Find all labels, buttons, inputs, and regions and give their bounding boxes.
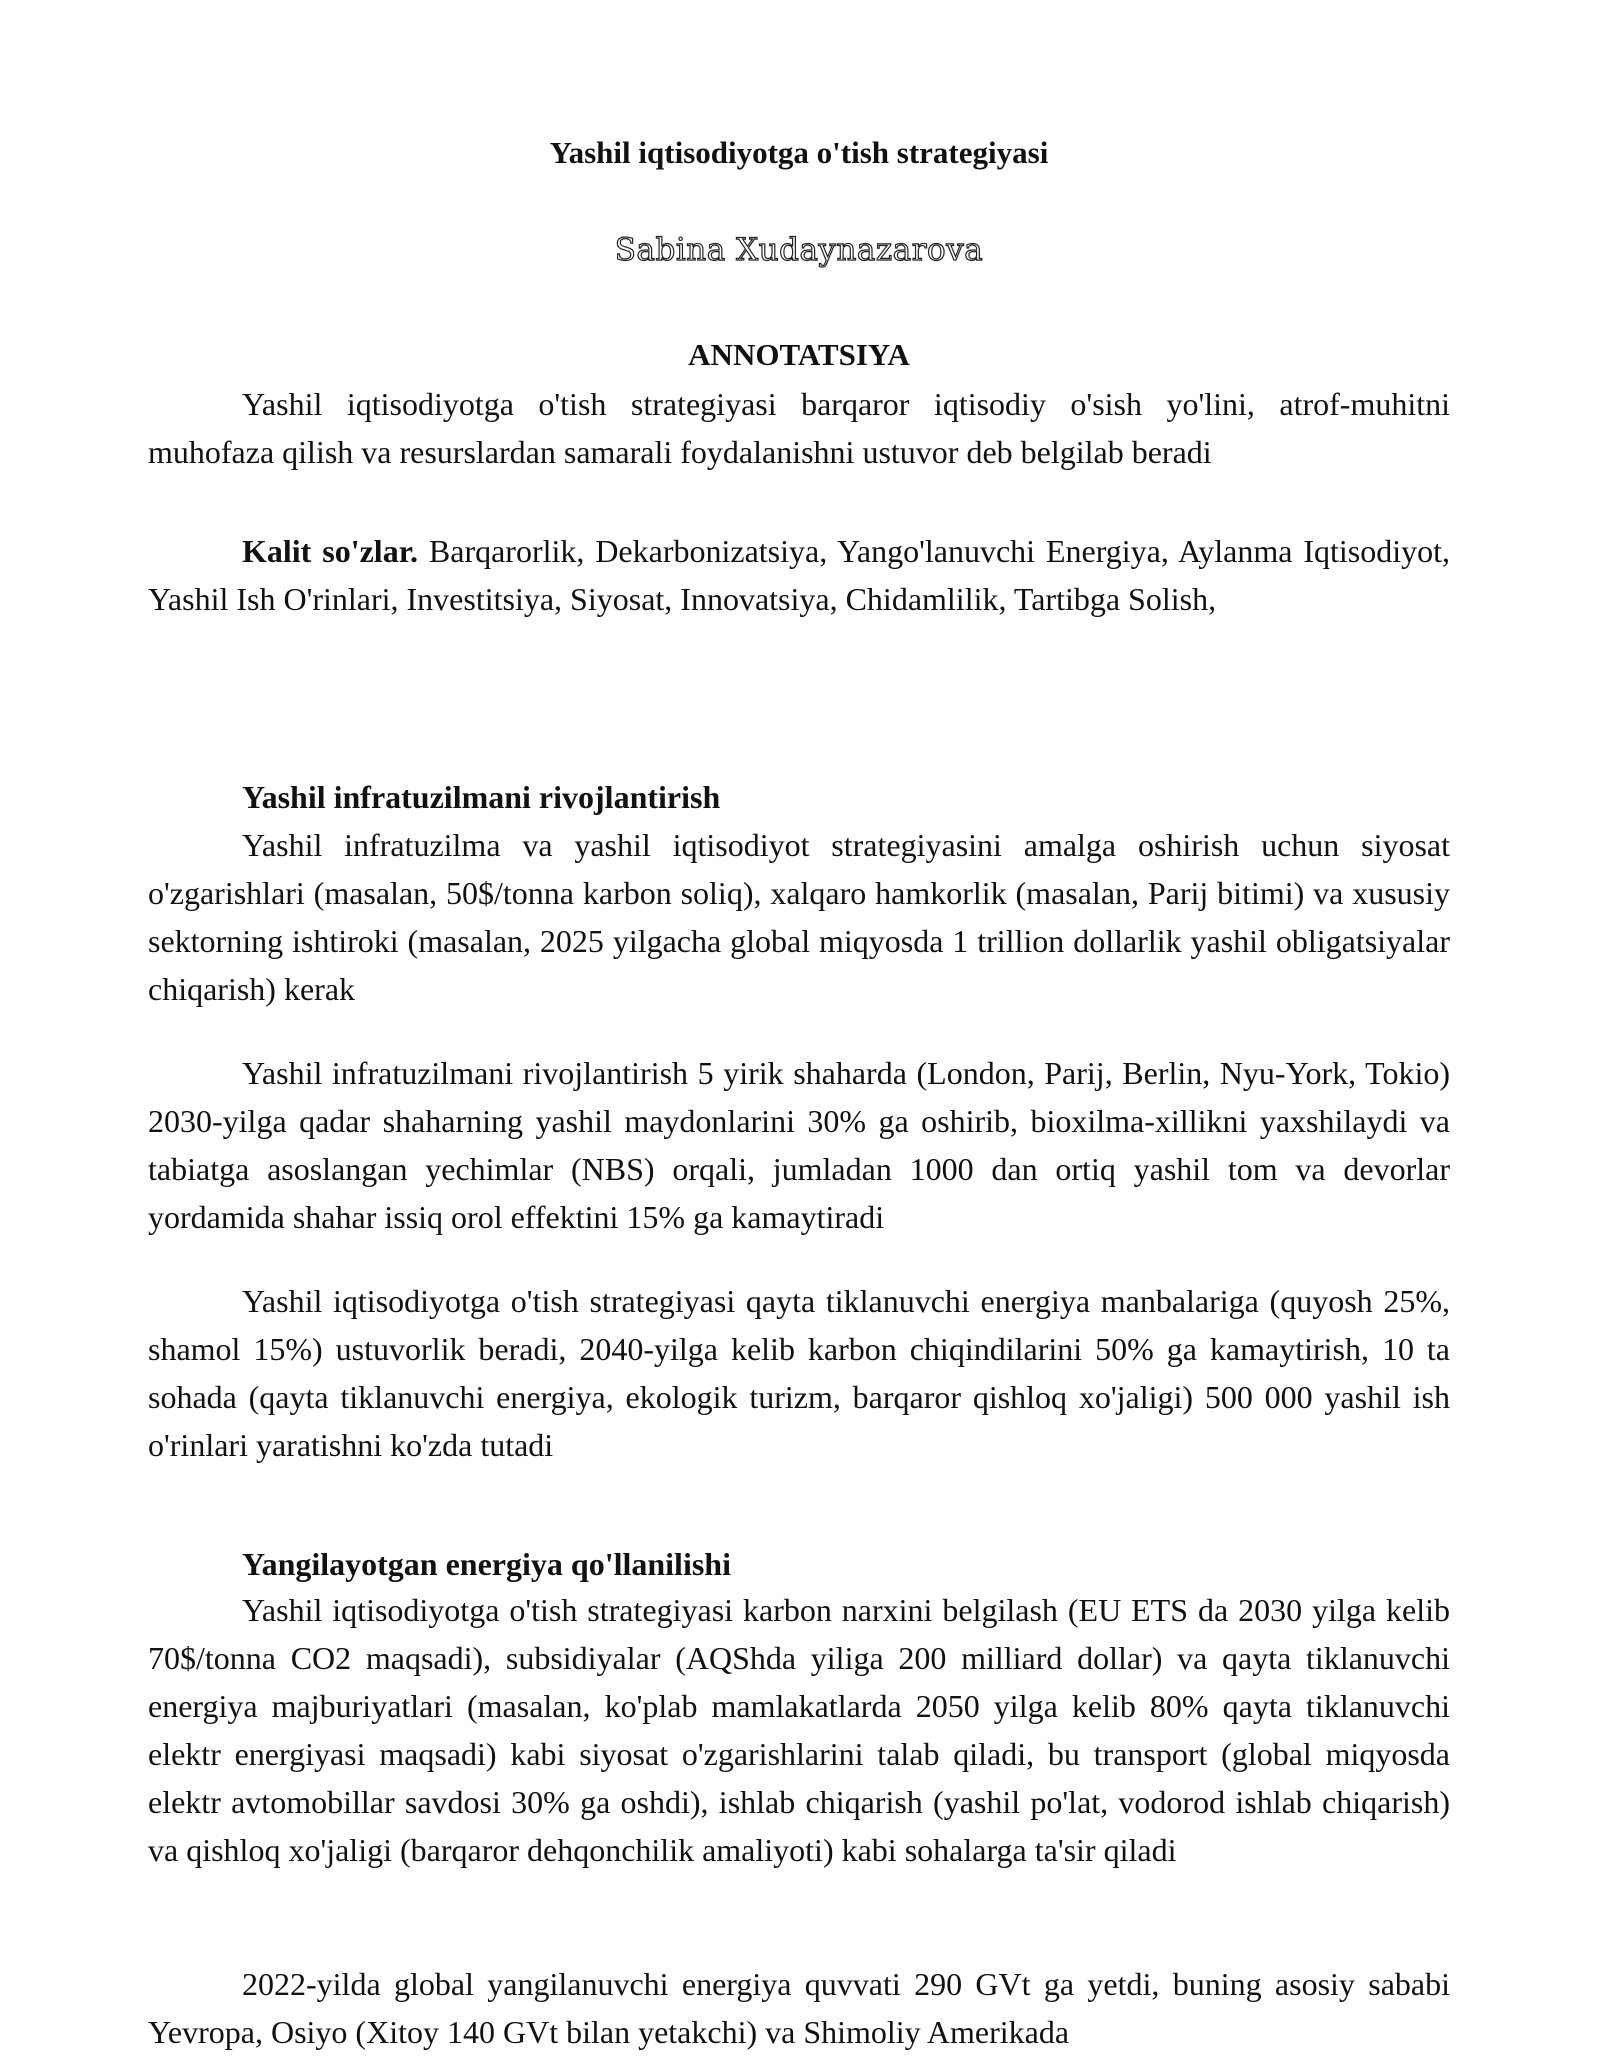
document-title: Yashil iqtisodiyotga o'tish strategiyasi bbox=[549, 135, 1049, 170]
paragraph: Yashil iqtisodiyotga o'tish strategiyasi karbon narxini belgilash (EU ETS da 2030 yilga kelib 70$/tonna CO2 maqsadi), subsidiyalar (AQShda yiliga 200 milliard dollar) va qayta tiklanuvchi energiya majburiyatlari (masalan, ko'plab mamlakatlarda 2050 yilga kelib 80% qayta tiklanuvchi elektr energiyasi maqsadi) kabi siyosat o'zgarishlarini talab qiladi, bu transport (global miqyosda elektr avtomobillar savdosi 30% ga oshdi), ishlab chiqarish (yashil po'lat, vodorod ishlab chiqarish) va qishloq xo'jaligi (barqaror dehqonchilik amaliyoti) kabi sohalarga ta'sir qiladi bbox=[148, 1592, 1450, 1868]
paragraph: Yashil infratuzilma va yashil iqtisodiyot strategiyasini amalga oshirish uchun siyosat o'zgarishlari (masalan, 50$/tonna karbon soliq), xalqaro hamkorlik (masalan, Parij bitimi) va xususiy sektorning ishtiroki (masalan, 2025 yilgacha global miqyosda 1 trillion dollarlik yashil obligatsiyalar chiqarish) kerak bbox=[148, 827, 1450, 1007]
author-name: Sabina Xudaynazarova bbox=[614, 232, 984, 268]
section-heading-infrastructure: Yashil infratuzilmani rivojlantirish bbox=[242, 779, 721, 815]
keywords-text: Barqarorlik, Dekarbonizatsiya, Yango'lanuvchi Energiya, Aylanma Iqtisodiyot, Yashil Ish O'rinlari, Investitsiya, Siyosat, Innovatsiya, Chidamlilik, Tartibga Solish, bbox=[148, 533, 1451, 617]
paragraph: 2022-yilda global yangilanuvchi energiya quvvati 290 GVt ga yetdi, buning asosiy sababi Yevropa, Osiyo (Xitoy 140 GVt bilan yetakchi) va Shimoliy Amerikada bbox=[148, 1966, 1450, 2050]
keywords-paragraph bbox=[148, 527, 1450, 623]
paragraph: Yashil iqtisodiyotga o'tish strategiyasi qayta tiklanuvchi energiya manbalariga (quyosh 25%, shamol 15%) ustuvorlik beradi, 2040-yilga kelib karbon chiqindilarini 50% ga kamaytirish, 10 ta sohada (qayta tiklanuvchi energiya, ekologik turizm, barqaror qishloq xo'jaligi) 500 000 yashil ish o'rinlari yaratishni ko'zda tutadi bbox=[148, 1283, 1450, 1463]
paragraph: Yashil infratuzilmani rivojlantirish 5 yirik shaharda (London, Parij, Berlin, Nyu-York, Tokio) 2030-yilga qadar shaharning yashil maydonlarini 30% ga oshirib, bioxilma-xillikni yaxshilaydi va tabiatga asoslangan yechimlar (NBS) orqali, jumladan 1000 dan ortiq yashil tom va devorlar yordamida shahar issiq orol effektini 15% ga kamaytiradi bbox=[148, 1055, 1450, 1235]
annotation-text: Yashil iqtisodiyotga o'tish strategiyasi barqaror iqtisodiy o'sish yo'lini, atrof-muhitni muhofaza qilish va resurslardan samarali foydalanishni ustuvor deb belgilab beradi bbox=[148, 386, 1450, 470]
annotation-heading: ANNOTATSIYA bbox=[688, 337, 910, 372]
section-heading-energy: Yangilayotgan energiya qo'llanilishi bbox=[242, 1546, 731, 1582]
keywords-label: Kalit so'zlar. bbox=[242, 533, 418, 569]
